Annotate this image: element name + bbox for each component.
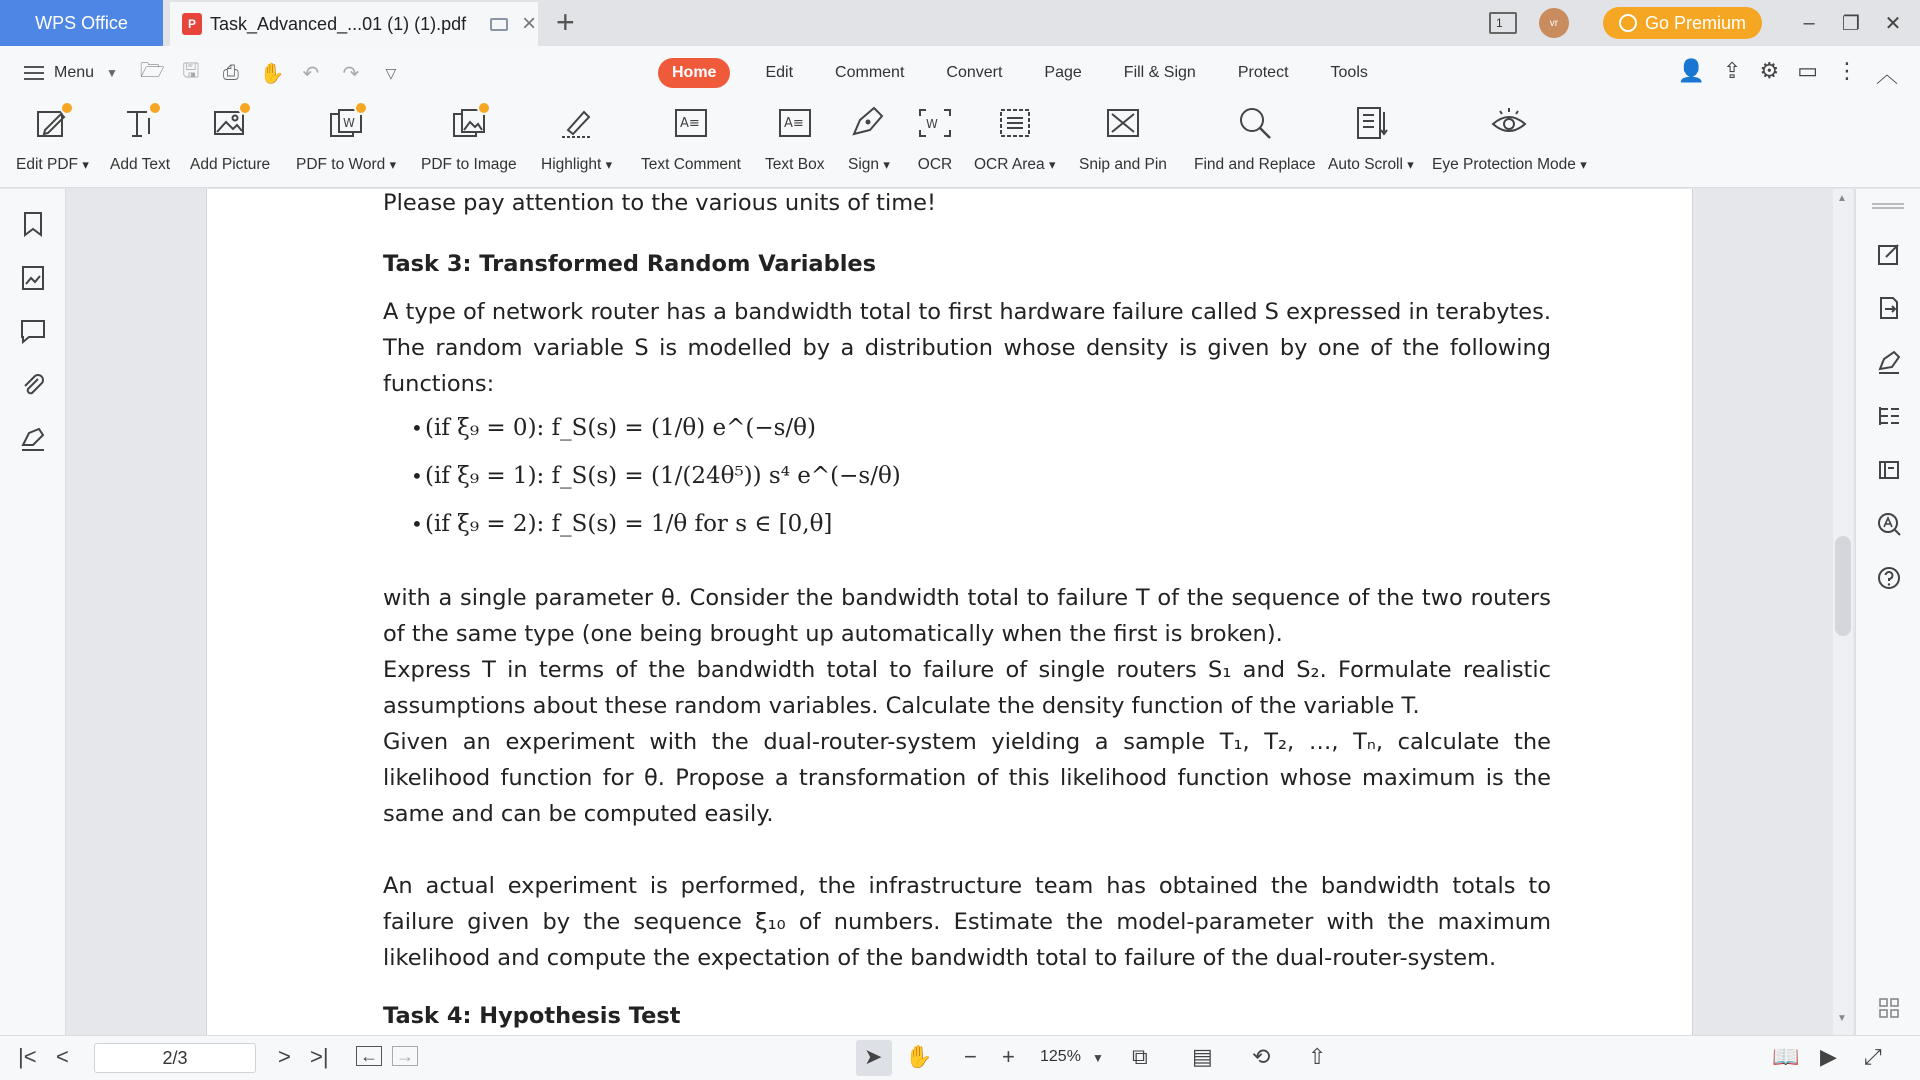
upload-share-icon[interactable]: ⇧ [1308,1044,1327,1069]
zoom-in-icon[interactable]: + [1002,1044,1015,1069]
export-icon[interactable]: ⇪ [1723,58,1742,83]
density-formula-2: • (if ξ₉ = 2): f_S(s) = 1/θ for s ∈ [0,θ] [425,511,833,537]
right-sidebar [1855,189,1920,1035]
select-cursor-icon[interactable]: ➤ [864,1044,883,1069]
page-number-input[interactable]: 2/3 [94,1043,256,1073]
previous-page-icon[interactable]: < [56,1044,69,1069]
go-premium-button[interactable] [1603,7,1762,39]
restore-icon[interactable]: ❐ [1842,12,1860,35]
comment-bubble-icon[interactable]: ▭ [1797,58,1818,83]
density-option-1 [383,452,1551,500]
task3-paragraph-2: with a single parameter θ. Consider the bandwidth total to failure T of the sequence of the two routers of the same type (one being brought up automatically when the first is broken). [383,585,1551,647]
find-replace-button[interactable] [1194,100,1316,188]
status-bar [0,1035,1920,1080]
edit-pdf-icon [32,104,72,142]
units-note: Please pay attention to the various units of time! [383,190,936,216]
menu-row [0,46,1920,100]
pdf-to-image-button[interactable] [421,100,517,188]
add-picture-icon [210,104,250,142]
scroll-up-arrow-icon[interactable]: ▲ [1837,193,1847,204]
tab-home[interactable]: Home [658,58,730,88]
ai-assistant-icon[interactable] [1876,511,1902,537]
text-comment-label: Text Comment [641,156,741,173]
pdf-to-image-label: PDF to Image [421,156,517,173]
collapse-ribbon-icon[interactable]: ︿ [1875,62,1898,87]
next-page-icon[interactable]: > [278,1044,291,1069]
tab-page[interactable]: Page [1044,64,1082,81]
ribbon-toolbar [0,100,1920,188]
highlight-button[interactable]: Highlight ▾ [541,100,612,188]
premium-badge-icon [354,101,368,115]
text-align-icon[interactable] [1876,403,1902,429]
page-content [383,189,1551,1034]
svg-text:W: W [343,116,355,130]
text-comment-button[interactable] [641,100,741,188]
hand-pan-icon[interactable]: ✋ [905,1044,933,1069]
bookmark-icon[interactable] [19,210,47,238]
minimize-icon[interactable]: – [1803,11,1815,34]
snip-and-pin-button[interactable] [1079,100,1167,188]
zoom-out-icon[interactable]: − [964,1044,977,1069]
svg-text:A≡: A≡ [783,116,804,131]
ribbon-tabs [658,58,1389,88]
pdf-to-word-button[interactable]: W PDF to Word ▾ [296,100,396,188]
zoom-dropdown-icon[interactable]: ▼ [1092,1051,1104,1065]
task3-heading: Task 3: Transformed Random Variables [383,251,877,277]
signature-panel-icon[interactable] [19,425,47,453]
pdf-to-image-icon [449,104,489,142]
sign-pen-icon [849,104,889,142]
add-picture-button[interactable] [190,100,270,188]
document-tab-title: Task_Advanced_...01 (1) (1).pdf [210,13,467,34]
panel-handle-icon [1872,203,1904,209]
density-option-0 [383,404,1551,452]
last-page-icon[interactable]: >| [310,1044,329,1069]
flip-page-icon[interactable] [1876,457,1902,483]
snip-pin-icon [1103,104,1143,142]
first-page-icon[interactable]: |< [18,1044,37,1069]
auto-scroll-button[interactable]: Auto Scroll ▾ [1328,100,1414,188]
edit-note-icon[interactable] [1876,241,1902,267]
density-function-list [383,404,1551,548]
scrollbar-thumb[interactable] [1835,536,1851,636]
tab-comment[interactable]: Comment [835,64,905,81]
snip-and-pin-label: Snip and Pin [1079,156,1167,173]
undo-icon[interactable]: ↶ [302,62,320,85]
text-box-icon [775,104,815,142]
add-text-label: Add Text [110,156,171,173]
thumbnails-icon[interactable] [19,264,47,292]
svg-text:A≡: A≡ [679,116,700,131]
edit-pdf-button[interactable]: Edit PDF ▾ [16,100,89,188]
close-tab-icon[interactable]: × [522,10,537,37]
eye-protection-label: Eye Protection Mode [1432,156,1576,173]
premium-badge-icon [238,101,252,115]
task4-heading: Task 4: Hypothesis Test [383,1003,681,1029]
tab-convert[interactable]: Convert [946,64,1003,81]
fullscreen-icon[interactable]: ⤢ [1864,1044,1882,1069]
help-icon[interactable] [1876,565,1902,591]
edit-pdf-label: Edit PDF [16,156,79,173]
premium-badge-icon [148,101,162,115]
pdf-file-icon: P [182,13,202,35]
wps-office-tab[interactable]: WPS Office [0,0,163,46]
ocr-button[interactable] [915,100,955,188]
comments-panel-icon[interactable] [19,317,47,345]
play-slideshow-icon[interactable]: ▶ [1820,1044,1837,1069]
premium-icon [1619,14,1637,32]
add-picture-label: Add Picture [190,156,271,173]
customize-toolbar-icon[interactable]: ▽ [385,64,397,81]
search-icon [1235,104,1275,142]
settings-gear-icon[interactable]: ⚙ [1759,58,1780,83]
density-formula-1: • (if ξ₉ = 1): f_S(s) = (1/(24θ⁵)) s⁴ e^(−s/θ) [425,463,901,489]
find-replace-label: Find and Replace [1194,156,1316,173]
ocr-area-button[interactable]: OCR Area ▾ [974,100,1055,188]
menu-row-right [1678,58,1898,89]
user-avatar[interactable]: vr [1539,8,1569,38]
sign-button[interactable]: Sign ▾ [848,100,890,188]
eye-protection-button[interactable]: Eye Protection Mode ▾ [1432,100,1587,188]
attachment-icon[interactable] [19,371,47,399]
ocr-area-label: OCR Area [974,156,1045,173]
rotate-page-icon[interactable]: ⟲ [1252,1044,1271,1069]
task3-paragraph-4: Given an experiment with the dual-router-system yielding a sample T₁, T₂, …, Tₙ, calculate the likelihood function for θ. Propose a transformation of this likelihood function whose maximum is the same and can be computed easily. [383,729,1551,827]
tab-protect[interactable]: Protect [1237,64,1289,81]
open-folder-icon[interactable]: 🗁 [139,60,165,82]
menu-label: Menu [54,64,95,81]
share-user-icon[interactable]: 👤 [1677,58,1706,83]
hamburger-icon [24,66,44,80]
reading-mode-icon[interactable]: 📖 [1772,1044,1800,1069]
save-icon[interactable]: 🖫 [182,60,200,82]
text-box-button[interactable] [765,100,824,188]
document-export-icon[interactable] [1876,295,1902,321]
window-layout-icon[interactable]: 1 [1489,12,1517,34]
text-box-label: Text Box [765,156,825,173]
premium-badge-icon [60,101,74,115]
task3-paragraph-1: A type of network router has a bandwidth total to first hardware failure called S expressed in terabytes. The random variable S is modelled by a distribution whose density is given by one of the following functions: [383,299,1551,397]
title-bar [0,0,1920,46]
ocr-area-icon [995,104,1035,142]
print-icon[interactable]: ⎙ [222,61,239,84]
sign-label: Sign [848,156,880,173]
add-text-button[interactable] [110,100,170,188]
ocr-label: OCR [917,156,953,173]
highlighter-icon [557,104,597,142]
density-option-2 [383,500,1551,548]
pdf-to-word-icon [326,104,366,142]
pdf-to-word-label: PDF to Word [296,156,386,173]
tab-edit[interactable]: Edit [765,64,794,81]
pdf-page [206,189,1693,1035]
premium-badge-icon [477,101,491,115]
density-formula-0: • (if ξ₉ = 0): f_S(s) = (1/θ) e^(−s/θ) [425,415,816,441]
task3-paragraph-5: An actual experiment is performed, the infrastructure team has obtained the bandwidth totals to failure given by the sequence ξ₁₀ of numbers. Estimate the model-parameter with the maximum likelihood and compute the expectation of the bandwidth total to failure of the dual-router-system. [383,873,1551,971]
tab-tools[interactable]: Tools [1330,64,1368,81]
more-options-icon[interactable]: ⋮ [1835,58,1858,83]
highlight-label: Highlight [541,156,602,173]
new-tab-button[interactable]: + [556,4,575,40]
hand-tool-icon[interactable]: ✋ [259,62,285,85]
auto-scroll-label: Auto Scroll [1328,156,1403,173]
forward-view-icon[interactable]: → [392,1046,418,1066]
close-window-icon[interactable]: ✕ [1884,12,1902,35]
main-menu-button[interactable] [24,64,118,82]
document-tab[interactable] [170,2,538,46]
left-sidebar [0,189,66,1035]
task3-paragraph-3: Express T in terms of the bandwidth total to failure of single routers S₁ and S₂. Formulate realistic assumptions about these random variables. Calculate the density function of the variable T. [383,657,1551,719]
text-comment-icon [671,104,711,142]
page-mode-icon[interactable]: ▤ [1192,1044,1213,1069]
svg-text:W: W [926,117,938,131]
chevron-down-icon: ▼ [106,66,118,80]
tab-fill-sign[interactable]: Fill & Sign [1123,64,1196,81]
title-bar-right [1489,0,1920,46]
quick-access-toolbar [140,56,402,90]
monitor-icon[interactable] [490,18,508,31]
ocr-icon [915,104,955,142]
grid-apps-icon[interactable] [1876,995,1902,1021]
auto-scroll-icon [1351,104,1391,142]
scroll-down-arrow-icon[interactable]: ▼ [1837,1013,1847,1024]
document-viewer[interactable] [67,189,1835,1035]
go-premium-label: Go Premium [1644,12,1746,33]
fit-page-icon[interactable]: ⧉ [1132,1044,1148,1069]
add-text-icon [120,104,160,142]
sign-tool-icon[interactable] [1876,349,1902,375]
back-view-icon[interactable]: ← [356,1046,382,1066]
redo-icon[interactable]: ↷ [342,62,360,85]
zoom-level[interactable]: 125% [1040,1048,1081,1065]
eye-icon [1489,104,1529,142]
